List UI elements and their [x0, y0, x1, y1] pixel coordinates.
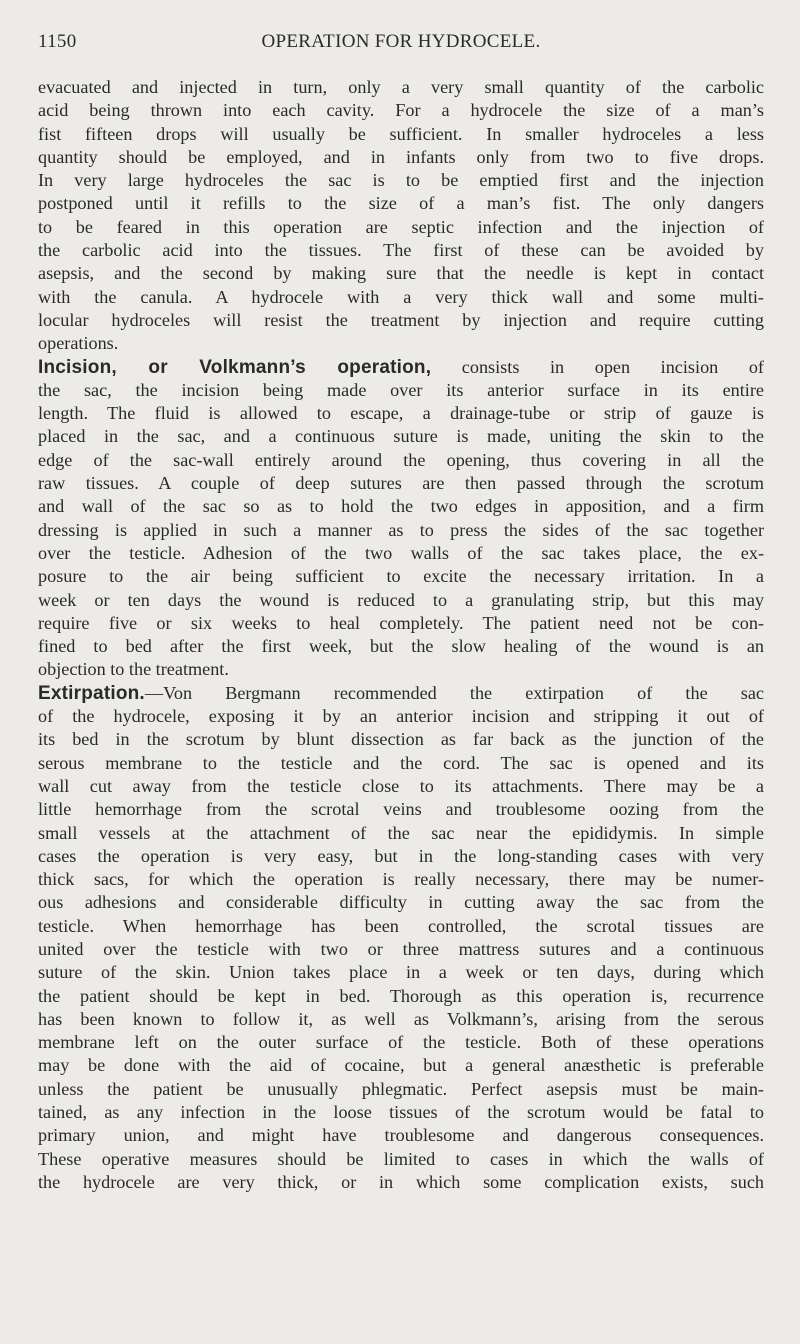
line-text: to be feared in this operation are septic infection and the injection of — [38, 216, 764, 237]
text-line — [38, 239, 764, 262]
line-text: tained, as any infection in the loose tissues of the scrotum would be fatal to — [38, 1102, 764, 1123]
line-text: the carbolic acid into the tissues. The first of these can be avoided by — [38, 240, 764, 261]
line-text: In very large hydroceles the sac is to be emptied first and the injection — [38, 170, 764, 191]
text-line — [38, 286, 764, 309]
line-text: of the hydrocele, exposing it by an anterior incision and stripping it out of — [38, 706, 764, 727]
line-text: placed in the sac, and a continuous suture is made, uniting the skin to the — [38, 426, 764, 447]
line-text: primary union, and might have troublesome and dangerous consequences. — [38, 1125, 764, 1146]
line-text: locular hydroceles will resist the treatment by injection and require cutting — [38, 309, 764, 330]
line-text: united over the testicle with two or three mattress sutures and a continuous — [38, 938, 764, 959]
text-line — [38, 822, 764, 845]
text-line — [38, 332, 764, 355]
line-text: edge of the sac-wall entirely around the opening, thus covering in all the — [38, 449, 764, 470]
line-text: fined to bed after the first week, but the slow healing of the wound is an — [38, 636, 764, 657]
line-text: and wall of the sac so as to hold the two edges in apposition, and a firm — [38, 496, 764, 517]
line-text: thick sacs, for which the operation is really necessary, there may be numer- — [38, 869, 764, 890]
text-line — [38, 915, 764, 938]
text-line — [38, 565, 764, 588]
text-line — [38, 845, 764, 868]
text-line — [38, 728, 764, 751]
text-line — [38, 262, 764, 285]
line-text: fist fifteen drops will usually be sufficient. In smaller hydroceles a less — [38, 123, 764, 144]
line-text: asepsis, and the second by making sure that the needle is kept in contact — [38, 263, 764, 284]
text-line — [38, 216, 764, 239]
line-text: consists in open incision of — [431, 356, 764, 377]
text-line — [38, 658, 764, 681]
text-line — [38, 938, 764, 961]
line-text: over the testicle. Adhesion of the two walls of the sac takes place, the ex- — [38, 542, 764, 563]
line-text: require five or six weeks to heal completely. The patient need not be con- — [38, 612, 764, 633]
text-line — [38, 1054, 764, 1077]
page-number: 1150 — [38, 31, 77, 52]
line-text: raw tissues. A couple of deep sutures are then passed through the scrotum — [38, 473, 764, 494]
text-line — [38, 192, 764, 215]
line-text: —Von Bergmann recommended the extirpation of the sac — [144, 682, 764, 703]
text-line — [38, 379, 764, 402]
text-line — [38, 1101, 764, 1124]
line-text: testicle. When hemorrhage has been controlled, the scrotal tissues are — [38, 915, 764, 936]
text-line — [38, 402, 764, 425]
line-text: dressing is applied in such a manner as to press the sides of the sac together — [38, 519, 764, 540]
text-line — [38, 472, 764, 495]
text-line — [38, 169, 764, 192]
line-text: objection to the treatment. — [38, 659, 229, 680]
line-text: serous membrane to the testicle and the cord. The sac is opened and its — [38, 752, 764, 773]
line-text: the hydrocele are very thick, or in which some complication exists, such — [38, 1171, 764, 1192]
line-text: suture of the skin. Union takes place in a week or ten days, during which — [38, 962, 764, 983]
line-text: evacuated and injected in turn, only a very small quantity of the carbolic — [38, 77, 764, 97]
text-line — [38, 1031, 764, 1054]
line-text: little hemorrhage from the scrotal veins and troublesome oozing from the — [38, 799, 764, 820]
text-line — [38, 449, 764, 472]
text-line — [38, 356, 764, 379]
section-heading: Extirpation. — [38, 682, 145, 704]
text-line — [38, 612, 764, 635]
line-text: posure to the air being sufficient to excite the necessary irritation. In a — [38, 566, 764, 587]
text-line — [38, 1124, 764, 1147]
body-text — [38, 76, 764, 1194]
line-text: cases the operation is very easy, but in the long-standing cases with very — [38, 845, 764, 866]
line-text: with the canula. A hydrocele with a very thick wall and some multi- — [38, 286, 764, 307]
text-line — [38, 1008, 764, 1031]
text-line — [38, 519, 764, 542]
line-text: wall cut away from the testicle close to its attachments. There may be a — [38, 775, 764, 796]
line-text: operations. — [38, 333, 119, 354]
running-title: OPERATION FOR HYDROCELE. — [261, 31, 541, 52]
line-text: the sac, the incision being made over its anterior surface in its entire — [38, 379, 764, 400]
text-line — [38, 1171, 764, 1194]
line-text: unless the patient be unusually phlegmatic. Perfect asepsis must be main- — [38, 1078, 764, 1099]
text-line — [38, 309, 764, 332]
line-text: has been known to follow it, as well as Volkmann’s, arising from the serous — [38, 1008, 764, 1029]
text-line — [38, 635, 764, 658]
text-line — [38, 961, 764, 984]
text-line — [38, 76, 764, 99]
line-text: length. The fluid is allowed to escape, a drainage-tube or strip of gauze is — [38, 403, 764, 424]
section-heading: Incision, or Volkmann’s operation, — [38, 356, 432, 378]
line-text: quantity should be employed, and in infants only from two to five drops. — [38, 146, 764, 167]
line-text: These operative measures should be limited to cases in which the walls of — [38, 1148, 764, 1169]
text-line — [38, 752, 764, 775]
line-text: its bed in the scrotum by blunt dissection as far back as the junction of the — [38, 729, 764, 750]
text-line — [38, 99, 764, 122]
line-text: ous adhesions and considerable difficulty in cutting away the sac from the — [38, 892, 764, 913]
text-line — [38, 891, 764, 914]
line-text: may be done with the aid of cocaine, but a general anæsthetic is preferable — [38, 1055, 764, 1076]
page-header — [38, 31, 764, 59]
text-line — [38, 495, 764, 518]
text-line — [38, 589, 764, 612]
line-text: acid being thrown into each cavity. For a hydrocele the size of a man’s — [38, 100, 764, 121]
line-text: membrane left on the outer surface of the testicle. Both of these operations — [38, 1032, 764, 1053]
text-line — [38, 542, 764, 565]
text-line — [38, 868, 764, 891]
line-text: postponed until it refills to the size of a man’s fist. The only dangers — [38, 193, 764, 214]
text-line — [38, 146, 764, 169]
text-line — [38, 425, 764, 448]
line-text: the patient should be kept in bed. Thorough as this operation is, recurrence — [38, 985, 764, 1006]
text-line — [38, 1078, 764, 1101]
line-text: small vessels at the attachment of the sac near the epididymis. In simple — [38, 822, 764, 843]
line-text: week or ten days the wound is reduced to a granulating strip, but this may — [38, 589, 764, 610]
text-line — [38, 798, 764, 821]
text-line — [38, 705, 764, 728]
text-line — [38, 123, 764, 146]
text-line — [38, 1148, 764, 1171]
text-line — [38, 775, 764, 798]
text-line — [38, 682, 764, 705]
text-line — [38, 985, 764, 1008]
